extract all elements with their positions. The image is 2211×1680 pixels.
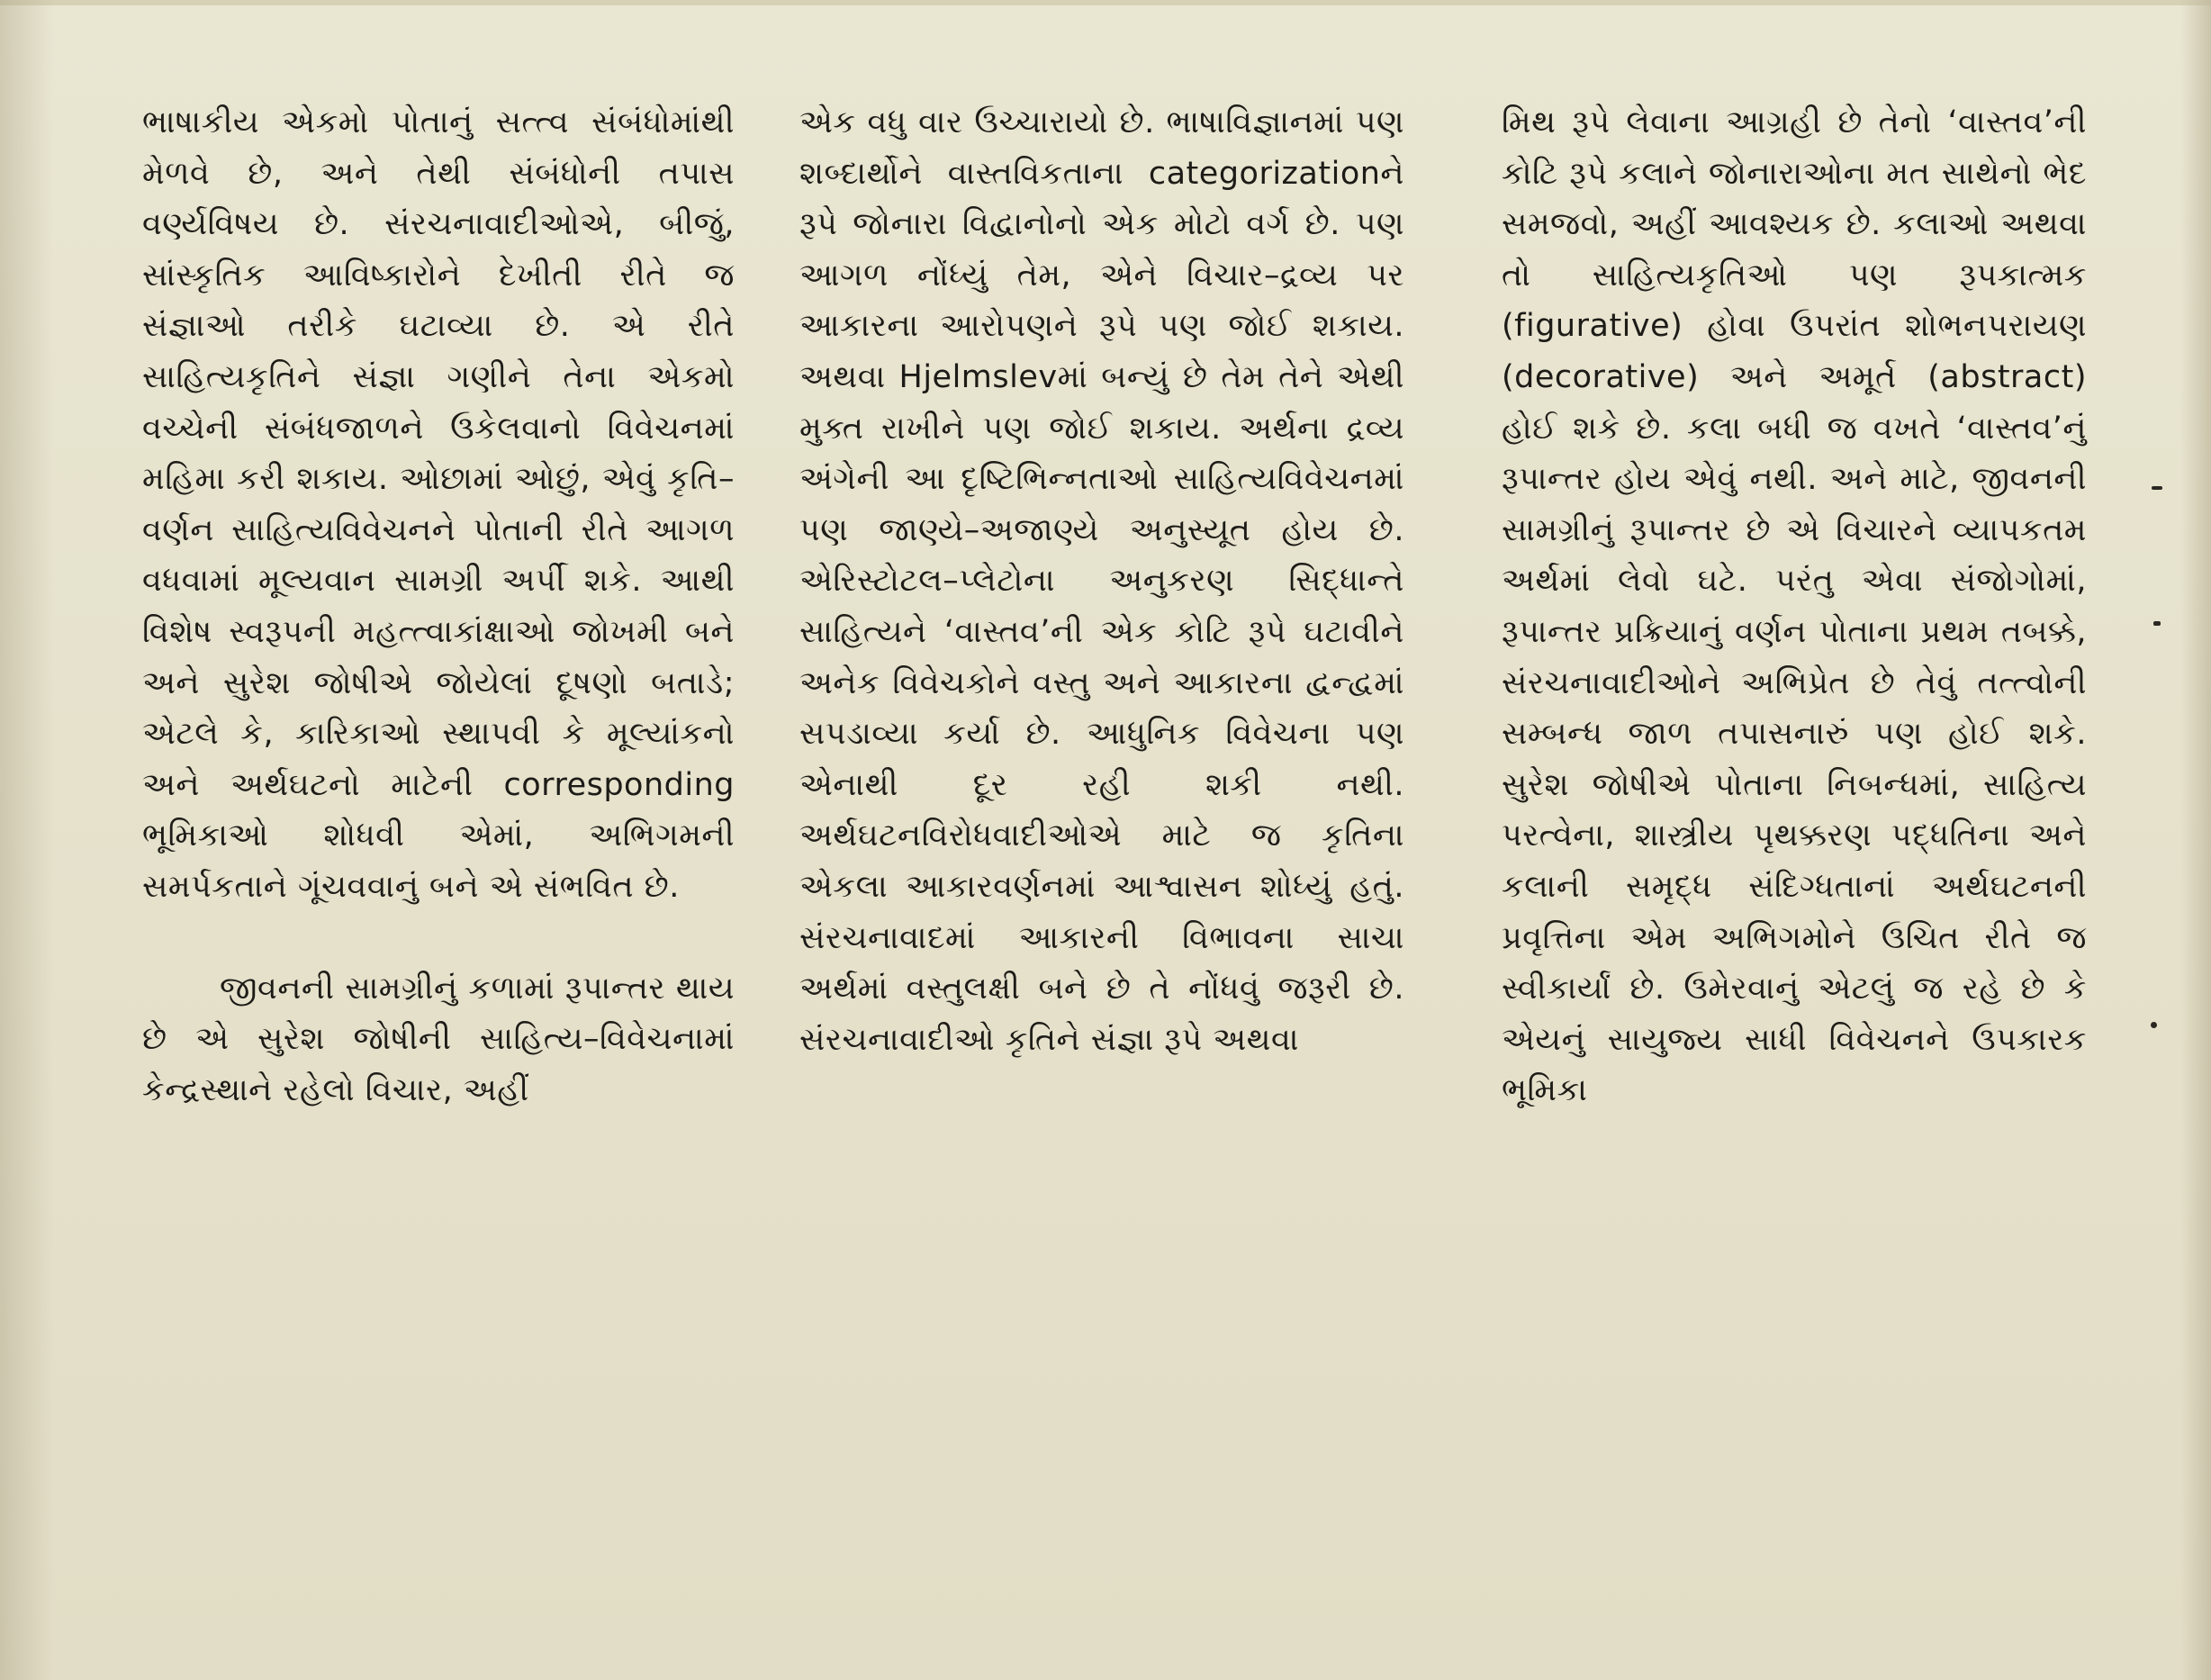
paragraph: જીવનની સામગ્રીનું કળામાં રૂપાન્તર થાય છે એ સુરેશ જોષીની સાહિત્ય–વિવેચનામાં કેન્દ્રસ્થાને રહેલો વિચાર, અહીં <box>142 970 735 1108</box>
page-top-edge <box>0 0 2211 5</box>
text-column-middle <box>799 97 1404 1065</box>
page-gutter-shade <box>0 0 54 1680</box>
paragraph: મિથ રૂપે લેવાના આગ્રહી છે તેનો ‘વાસ્તવ’ની કોટિ રૂપે કલાને જોનારાઓના મત સાથેનો ભેદ સમજવો, અહીં આવશ્યક છે. કલાઓ અથવા તો સાહિત્યકૃતિઓ પણ રૂપકાત્મક (figurative) હોવા ઉપરાંત શોભનપરાયણ (decorative) અને અમૂર્ત (abstract) હોઈ શકે છે. કલા બધી જ વખતે ‘વાસ્તવ’નું રૂપાન્તર હોય એવું નથી. અને માટે, જીવનની સામગ્રીનું રૂપાન્તર છે એ વિચારને વ્યાપકતમ અર્થમાં લેવો ઘટે. પરંતુ એવા સંજોગોમાં, રૂપાન્તર પ્રક્રિયાનું વર્ણન પોતાના પ્રથમ તબક્કે, સંરચનાવાદીઓને અભિપ્રેત છે તેવું તત્ત્વોની સમ્બન્ધ જાળ તપાસનારું પણ હોઈ શકે. સુરેશ જોષીએ પોતાના નિબન્ધમાં, સાહિત્ય પરત્વેના, શાસ્ત્રીય પૃથક્કરણ પદ્ધતિના અને કલાની સમૃદ્ધ સંદિગ્ધતાનાં અર્થઘટનની પ્રવૃત્તિના એમ અભિગમોને ઉચિત રીતે જ સ્વીકાર્યાં છે. ઉમેરવાનું એટલું જ રહે છે કે એયનું સાયુજ્ય સાધી વિવેચનને ઉપકારક ભૂમિકા <box>1502 104 2087 1109</box>
margin-mark <box>2152 486 2162 490</box>
text-column-right <box>1502 97 2087 1116</box>
paragraph: એક વધુ વાર ઉચ્ચારાયો છે. ભાષાવિજ્ઞાનમાં પણ શબ્દાર્થોને વાસ્તવિકતાના categorizationને રૂપે જોનારા વિદ્વાનોનો એક મોટો વર્ગ છે. પણ આગળ નોંધ્યું તેમ, એને વિચાર–દ્રવ્ય પર આકારના આરોપણને રૂપે પણ જોઈ શકાય. અથવા Hjelmslevમાં બન્યું છે તેમ તેને એથી મુક્ત રાખીને પણ જોઈ શકાય. અર્થના દ્રવ્ય અંગેની આ દૃષ્ટિભિન્નતાઓ સાહિત્યવિવેચનમાં પણ જાણ્યે–અજાણ્યે અનુસ્યૂત હોય છે. એરિસ્ટોટલ–પ્લેટોના અનુકરણ સિદ્ધાન્તે સાહિત્યને ‘વાસ્તવ’ની એક કોટિ રૂપે ઘટાવીને અનેક વિવેચકોને વસ્તુ અને આકારના દ્વન્દ્વમાં સપડાવ્યા કર્યા છે. આધુનિક વિવેચના પણ એનાથી દૂર રહી શકી નથી. અર્થઘટનવિરોધવાદીઓએ માટે જ કૃતિના એકલા આકારવર્ણનમાં આશ્વાસન શોધ્યું હતું. સંરચનાવાદમાં આકારની વિભાવના સાચા અર્થમાં વસ્તુલક્ષી બને છે તે નોંધવું જરૂરી છે. સંરચનાવાદીઓ કૃતિને સંજ્ઞા રૂપે અથવા <box>799 104 1404 1058</box>
margin-mark <box>2153 621 2161 626</box>
margin-mark <box>2151 1022 2157 1028</box>
text-column-left <box>142 97 735 1115</box>
page-right-edge <box>2180 0 2211 1680</box>
paragraph: ભાષાકીય એકમો પોતાનું સત્ત્વ સંબંધોમાંથી મેળવે છે, અને તેથી સંબંધોની તપાસ વર્ણ્યવિષય છે. સંરચનાવાદીઓએ, બીજું, સાંસ્કૃતિક આવિષ્કારોને દેખીતી રીતે જ સંજ્ઞાઓ તરીકે ઘટાવ્યા છે. એ રીતે સાહિત્યકૃતિને સંજ્ઞા ગણીને તેના એકમો વચ્ચેની સંબંધજાળને ઉકેલવાનો વિવેચનમાં મહિમા કરી શકાય. ઓછામાં ઓછું, એવું કૃતિ–વર્ણન સાહિત્યવિવેચનને પોતાની રીતે આગળ વધવામાં મૂલ્યવાન સામગ્રી અર્પી શકે. આથી વિશેષ સ્વરૂપની મહત્ત્વાકાંક્ષાઓ જોખમી બને અને સુરેશ જોષીએ જોયેલાં દૂષણો બતાડે; એટલે કે, કારિકાઓ સ્થાપવી કે મૂલ્યાંકનો અને અર્થઘટનો માટેની corresponding ભૂમિકાઓ શોધવી એમાં, અભિગમની સમર્પકતાને ગૂંચવવાનું બને એ સંભવિત છે. <box>142 104 735 905</box>
